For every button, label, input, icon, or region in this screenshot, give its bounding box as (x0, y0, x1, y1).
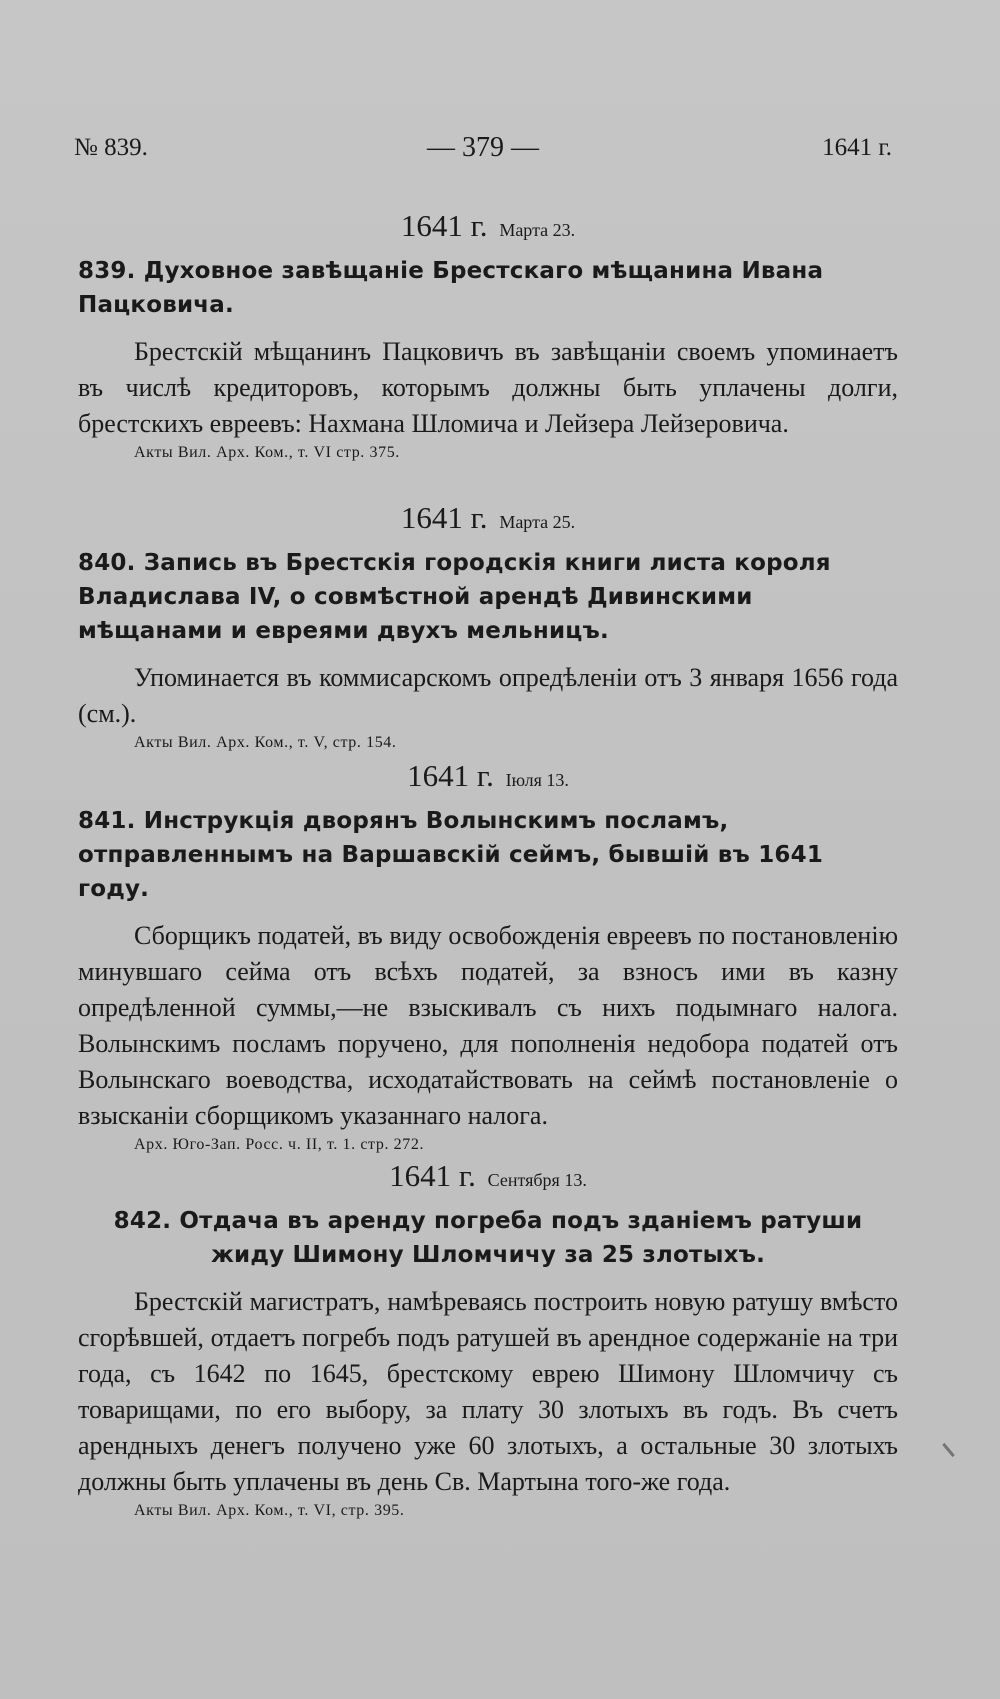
entry-title: 841. Инструкція дворянъ Волынскимъ посламъ, отправленнымъ на Варшавскій сеймъ, бывшій въ 1641 году. (78, 808, 824, 902)
entry-841 (78, 756, 898, 1156)
running-header (74, 130, 892, 166)
entry-date-day: Марта 25. (499, 512, 576, 532)
entry-date-year: 1641 г. (389, 1158, 476, 1193)
page-smudge-mark (942, 1443, 955, 1457)
entry-body: Брестскій магистратъ, намѣреваясь построить новую ратушу вмѣсто сгорѣвшей, отдаетъ погребъ подъ ратушей въ арендное содержаніе на три года, съ 1642 по 1645, брестскому еврею Шимону Шломчичу съ товарищами, по его выбору, за плату 30 злотыхъ въ годъ. Въ счетъ арендныхъ денегъ получено уже 60 злотыхъ, а остальные 30 злотыхъ должны быть уплачены въ день Св. Мартына того-же года. (78, 1287, 898, 1496)
entry-body: Упоминается въ коммисарскомъ опредѣленіи отъ 3 января 1656 года (см.). (78, 663, 898, 728)
entry-date-day: Марта 23. (499, 220, 576, 240)
entry-date (78, 206, 898, 246)
entry-date-day: Сентября 13. (487, 1170, 587, 1190)
entry-title: 840. Запись въ Брестскія городскія книги листа короля Владислава IV, о совмѣстной арендѣ Дивинскими мѣщанами и евреями двухъ мельницъ. (78, 550, 831, 644)
entry-date (78, 1156, 898, 1196)
entry-source: Акты Вил. Арх. Ком., т. VI, стр. 395. (134, 1502, 405, 1519)
entry-date-year: 1641 г. (400, 208, 488, 243)
entry-number-header: № 839. (74, 134, 148, 161)
entry-body: Брестскій мѣщанинъ Пацковичъ въ завѣщаніи своемъ упоминаетъ въ числѣ кредиторовъ, которымъ должны быть уплачены долги, брестскихъ евреевъ: Нахмана Шломича и Лейзера Лейзеровича. (78, 337, 898, 438)
entry-title: 839. Духовное завѣщаніе Брестскаго мѣщанина Ивана Пацковича. (78, 258, 824, 318)
entry-842 (78, 1156, 898, 1522)
entry-date (78, 756, 898, 796)
entry-date-year: 1641 г. (407, 758, 494, 793)
entry-source: Акты Вил. Арх. Ком., т. V, стр. 154. (134, 734, 397, 751)
entry-source: Акты Вил. Арх. Ком., т. VI стр. 375. (134, 444, 400, 461)
entry-body: Сборщикъ податей, въ виду освобожденія евреевъ по постановленію минувшаго сейма отъ всѣхъ податей, за взносъ ими въ казну опредѣленной суммы,—не взыскивалъ съ нихъ подымнаго налога. Волынскимъ посламъ поручено, для пополненія недобора податей отъ Волынскаго воеводства, исходатайствовать на сеймѣ постановленіе о взысканіи сборщикомъ указаннаго налога. (78, 921, 898, 1130)
page-number: — 379 — (427, 132, 539, 163)
entry-date (78, 498, 898, 538)
entry-840 (78, 498, 898, 754)
entry-source: Арх. Юго-Зап. Росс. ч. II, т. 1. стр. 272. (134, 1136, 425, 1153)
year-header: 1641 г. (822, 134, 892, 161)
entry-date-day: Іюля 13. (505, 770, 569, 790)
entry-date-year: 1641 г. (400, 500, 488, 535)
entry-title: 842. Отдача въ аренду погреба подъ зданіемъ ратуши жиду Шимону Шломчичу за 25 злотыхъ. (113, 1208, 863, 1268)
entry-839 (78, 206, 898, 464)
